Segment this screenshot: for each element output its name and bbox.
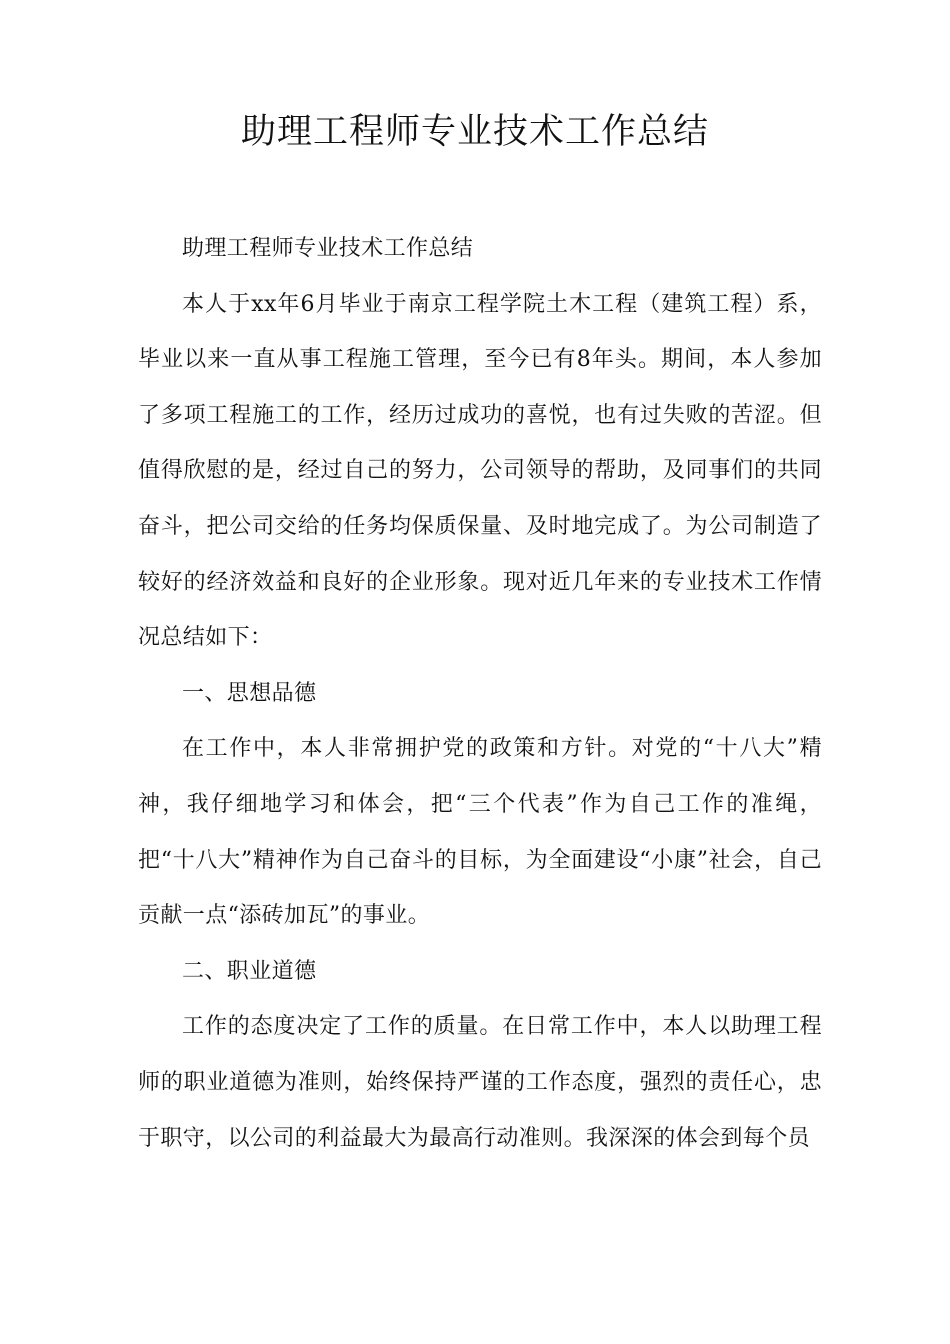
section-heading-ethics: 二、职业道德: [182, 958, 317, 984]
section-heading-ideology: 一、思想品德: [182, 680, 317, 706]
ethics-paragraph: 工作的态度决定了工作的质量。在日常工作中，本人以助理工程师的职业道德为准则，始终保持严谨的工作态度，强烈的责任心，忠于职守，以公司的利益最大为最高行动准则。我深深的体会到每个员: [138, 1014, 822, 1151]
ideology-paragraph: 在工作中，本人非常拥护党的政策和方针。对党的“十八大”精神，我仔细地学习和体会，把“三个代表”作为自己工作的准绳，把“十八大”精神作为自己奋斗的目标，为全面建设“小康”社会，自己贡献一点“添砖加瓦”的事业。: [138, 736, 822, 929]
intro-paragraph: 本人于xx年6月毕业于南京工程学院土木工程（建筑工程）系，毕业以来一直从事工程施工管理，至今已有8年头。期间，本人参加了多项工程施工的工作，经历过成功的喜悦，也有过失败的苦涩。但值得欣慰的是，经过自己的努力，公司领导的帮助，及同事们的共同奋斗，把公司交给的任务均保质保量、及时地完成了。为公司制造了较好的经济效益和良好的企业形象。现对近几年来的专业技术工作情况总结如下：: [138, 291, 822, 651]
document-title: 助理工程师专业技术工作总结: [240, 112, 709, 152]
document-body: [138, 221, 822, 1166]
subtitle-paragraph: 助理工程师专业技术工作总结: [182, 236, 474, 261]
